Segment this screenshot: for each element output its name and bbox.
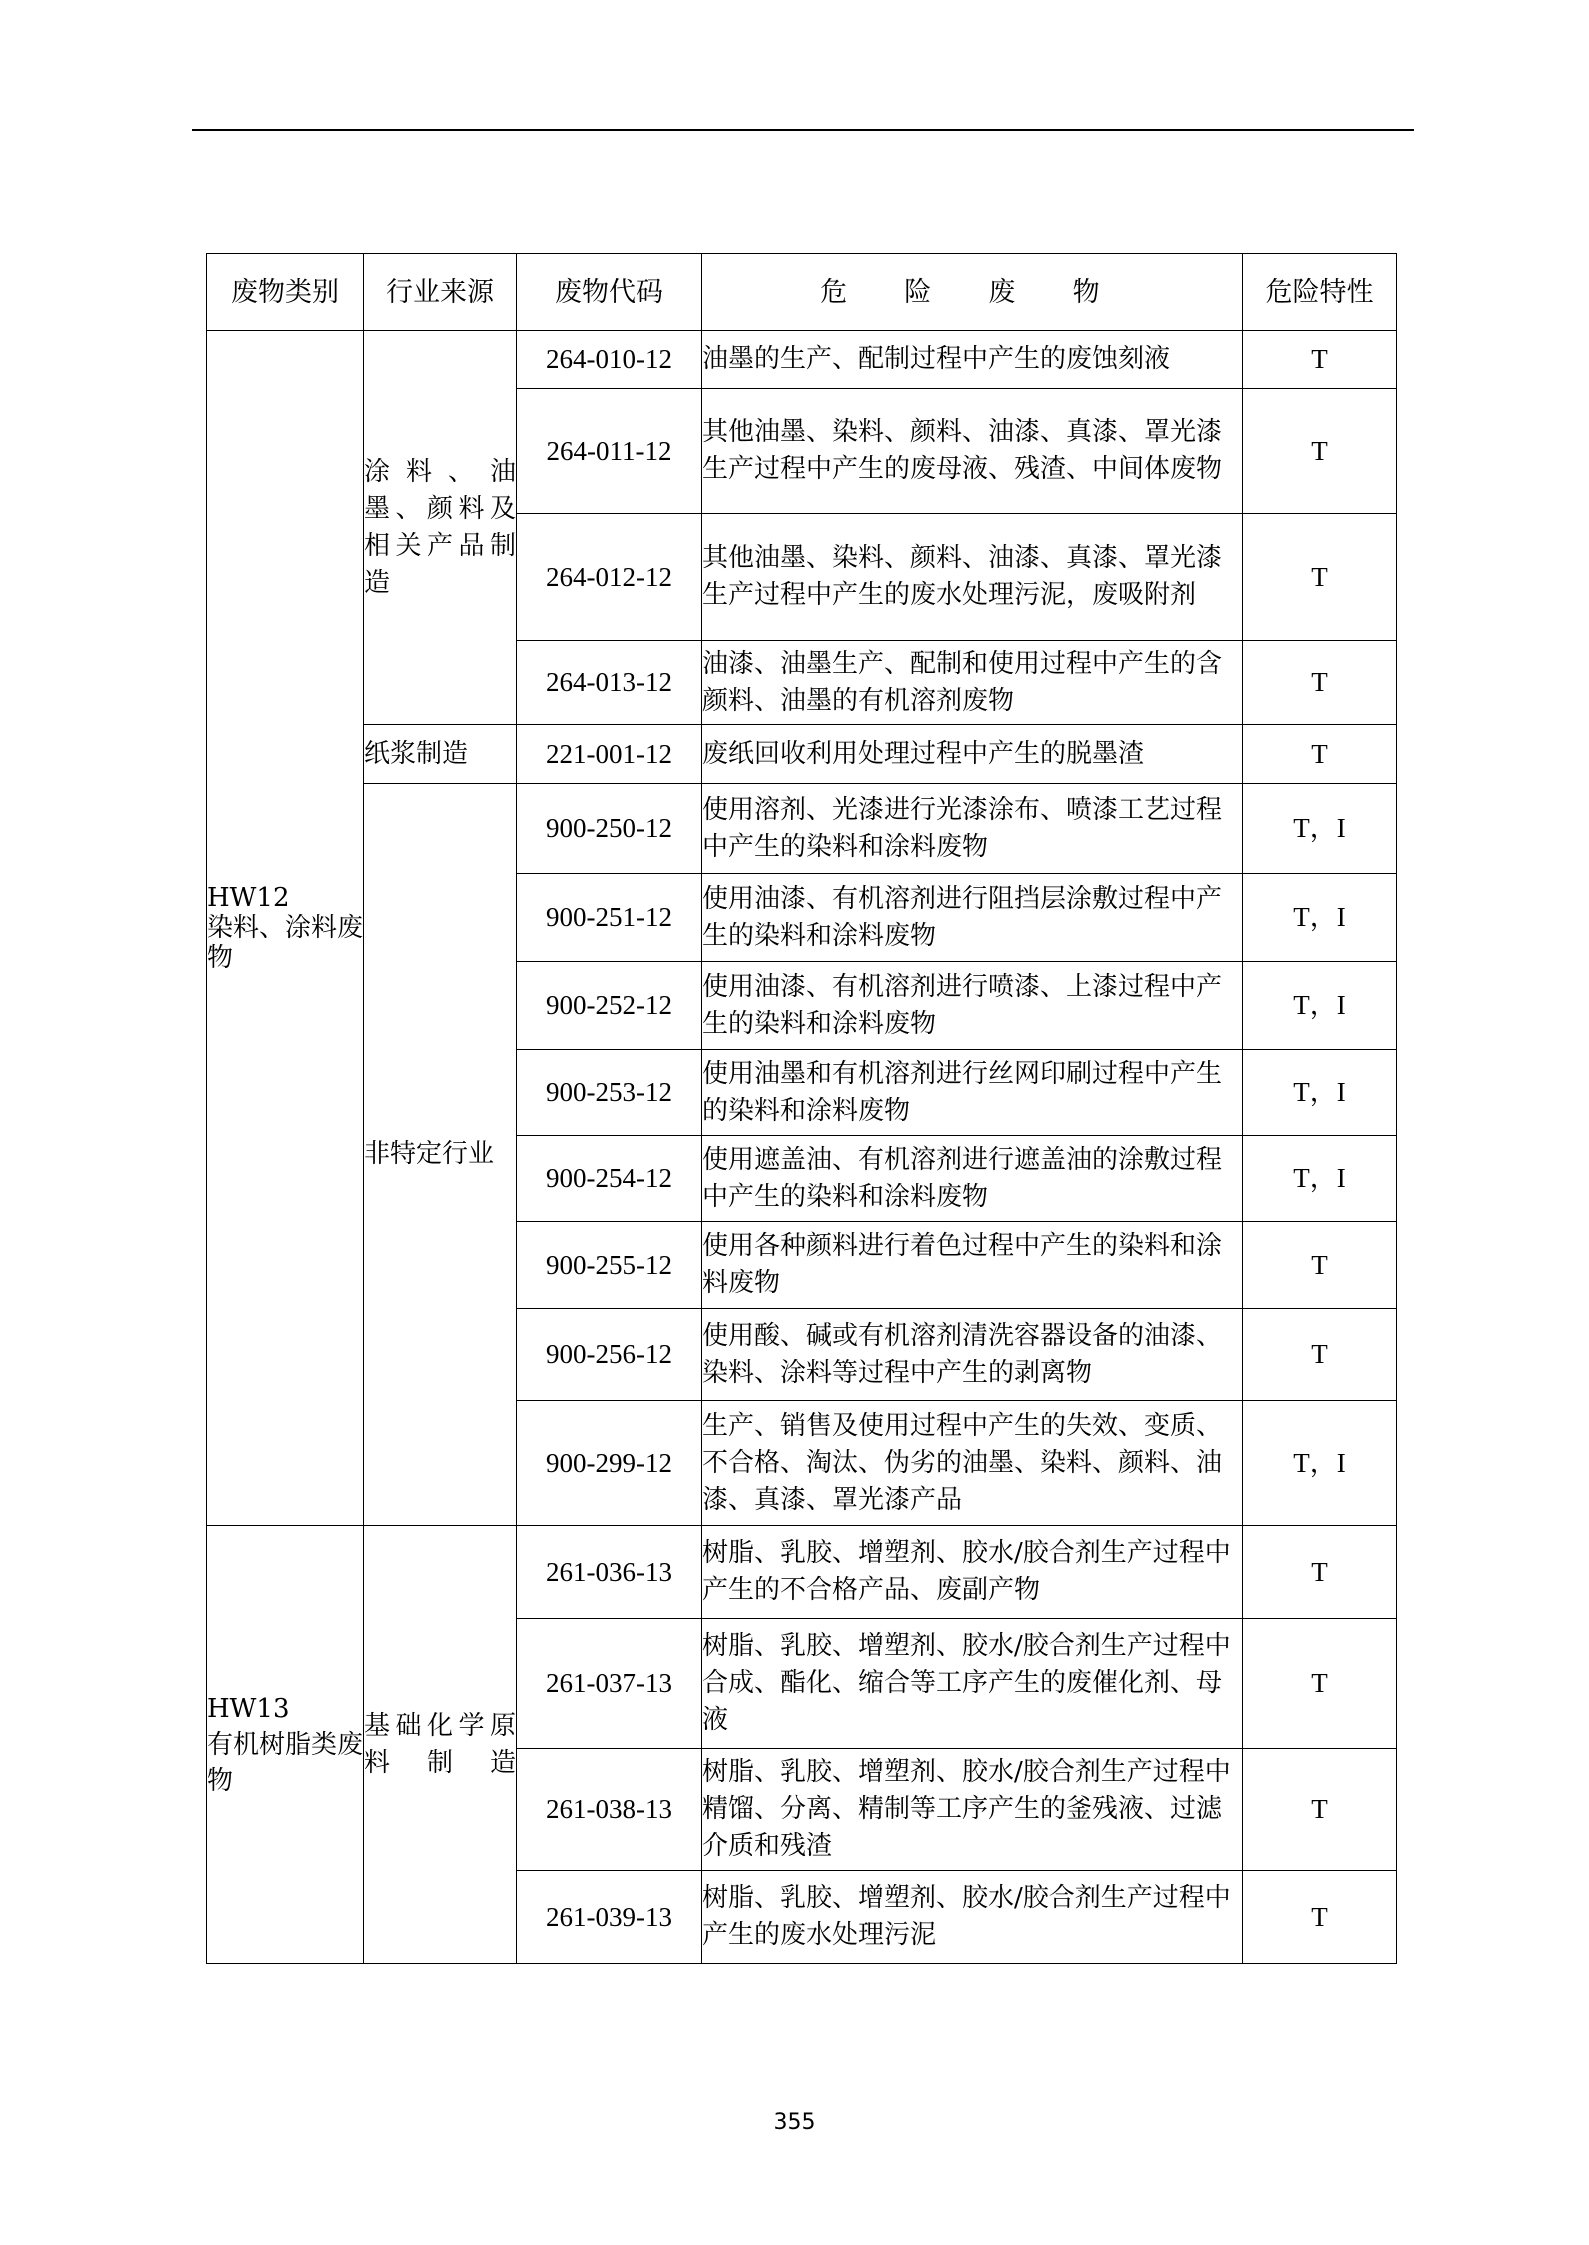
header-property: 危险特性 xyxy=(1243,254,1397,331)
hazard-property: T xyxy=(1243,725,1397,784)
waste-description: 使用酸、碱或有机溶剂清洗容器设备的油漆、染料、涂料等过程中产生的剥离物 xyxy=(702,1309,1243,1401)
waste-description: 树脂、乳胶、增塑剂、胶水/胶合剂生产过程中产生的不合格产品、废副产物 xyxy=(702,1526,1243,1619)
waste-code: 261-038-13 xyxy=(517,1749,702,1871)
waste-description: 使用各种颜料进行着色过程中产生的染料和涂料废物 xyxy=(702,1222,1243,1309)
hazard-property: T xyxy=(1243,1619,1397,1749)
category-cell xyxy=(207,331,364,1526)
waste-code: 264-010-12 xyxy=(517,331,702,389)
table-header-row xyxy=(207,254,1397,331)
hazard-property: T，I xyxy=(1243,1401,1397,1526)
waste-description: 使用油墨和有机溶剂进行丝网印刷过程中产生的染料和涂料废物 xyxy=(702,1050,1243,1136)
waste-code: 264-012-12 xyxy=(517,514,702,641)
header-source: 行业来源 xyxy=(364,254,517,331)
waste-description: 油墨的生产、配制过程中产生的废蚀刻液 xyxy=(702,331,1243,389)
header-code: 废物代码 xyxy=(517,254,702,331)
header-waste: 危 险 废 物 xyxy=(702,254,1243,331)
source-label: 非特定行业 xyxy=(364,1139,495,1169)
hazard-property: T xyxy=(1243,1222,1397,1309)
hazard-property: T xyxy=(1243,389,1397,514)
table-row xyxy=(207,331,1397,389)
hazard-property: T，I xyxy=(1243,1136,1397,1222)
waste-description: 使用油漆、有机溶剂进行阻挡层涂敷过程中产生的染料和涂料废物 xyxy=(702,874,1243,962)
waste-description: 使用溶剂、光漆进行光漆涂布、喷漆工艺过程中产生的染料和涂料废物 xyxy=(702,784,1243,874)
waste-code: 261-036-13 xyxy=(517,1526,702,1619)
waste-code: 900-252-12 xyxy=(517,962,702,1050)
header-rule xyxy=(192,129,1414,131)
waste-description: 树脂、乳胶、增塑剂、胶水/胶合剂生产过程中产生的废水处理污泥 xyxy=(702,1871,1243,1964)
waste-code: 221-001-12 xyxy=(517,725,702,784)
waste-description: 使用遮盖油、有机溶剂进行遮盖油的涂敷过程中产生的染料和涂料废物 xyxy=(702,1136,1243,1222)
category-label: HW12 染料、涂料废物 xyxy=(207,883,364,973)
waste-code: 900-250-12 xyxy=(517,784,702,874)
waste-code: 900-255-12 xyxy=(517,1222,702,1309)
waste-description: 废纸回收利用处理过程中产生的脱墨渣 xyxy=(702,725,1243,784)
hazard-property: T，I xyxy=(1243,1050,1397,1136)
waste-code: 261-039-13 xyxy=(517,1871,702,1964)
source-label: 涂料、油墨、颜料及相关产品制造 xyxy=(364,456,516,598)
source-cell xyxy=(364,784,517,1526)
waste-code: 264-013-12 xyxy=(517,641,702,725)
hazard-property: T xyxy=(1243,641,1397,725)
waste-code: 264-011-12 xyxy=(517,389,702,514)
waste-code: 261-037-13 xyxy=(517,1619,702,1749)
waste-description: 树脂、乳胶、增塑剂、胶水/胶合剂生产过程中合成、酯化、缩合等工序产生的废催化剂、母液 xyxy=(702,1619,1243,1749)
hazard-property: T xyxy=(1243,331,1397,389)
waste-description: 油漆、油墨生产、配制和使用过程中产生的含颜料、油墨的有机溶剂废物 xyxy=(702,641,1243,725)
header-category: 废物类别 xyxy=(207,254,364,331)
source-label: 基础化学原料制造 xyxy=(364,1710,516,1778)
source-label: 纸浆制造 xyxy=(364,738,469,769)
hazard-property: T xyxy=(1243,1749,1397,1871)
table-row xyxy=(207,725,1397,784)
page-number: 355 xyxy=(773,2110,816,2135)
hazardous-waste-table xyxy=(206,253,1397,1964)
category-cell xyxy=(207,1526,364,1964)
waste-code: 900-251-12 xyxy=(517,874,702,962)
hazard-property: T xyxy=(1243,1871,1397,1964)
waste-code: 900-253-12 xyxy=(517,1050,702,1136)
waste-description: 生产、销售及使用过程中产生的失效、变质、不合格、淘汰、伪劣的油墨、染料、颜料、油漆、真漆、罩光漆产品 xyxy=(702,1401,1243,1526)
source-cell xyxy=(364,331,517,725)
hazard-property: T，I xyxy=(1243,784,1397,874)
waste-code: 900-256-12 xyxy=(517,1309,702,1401)
hazard-property: T xyxy=(1243,1526,1397,1619)
waste-code: 900-254-12 xyxy=(517,1136,702,1222)
waste-description: 其他油墨、染料、颜料、油漆、真漆、罩光漆生产过程中产生的废水处理污泥，废吸附剂 xyxy=(702,514,1243,641)
waste-description: 使用油漆、有机溶剂进行喷漆、上漆过程中产生的染料和涂料废物 xyxy=(702,962,1243,1050)
waste-code: 900-299-12 xyxy=(517,1401,702,1526)
hazard-property: T，I xyxy=(1243,874,1397,962)
source-cell xyxy=(364,1526,517,1964)
hazard-property: T xyxy=(1243,514,1397,641)
table-row xyxy=(207,784,1397,874)
waste-description: 其他油墨、染料、颜料、油漆、真漆、罩光漆生产过程中产生的废母液、残渣、中间体废物 xyxy=(702,389,1243,514)
hazard-property: T，I xyxy=(1243,962,1397,1050)
waste-description: 树脂、乳胶、增塑剂、胶水/胶合剂生产过程中精馏、分离、精制等工序产生的釜残液、过滤介质和残渣 xyxy=(702,1749,1243,1871)
category-label: HW13 有机树脂类废物 xyxy=(207,1693,364,1796)
hazard-property: T xyxy=(1243,1309,1397,1401)
source-cell xyxy=(364,725,517,784)
table-row xyxy=(207,1526,1397,1619)
